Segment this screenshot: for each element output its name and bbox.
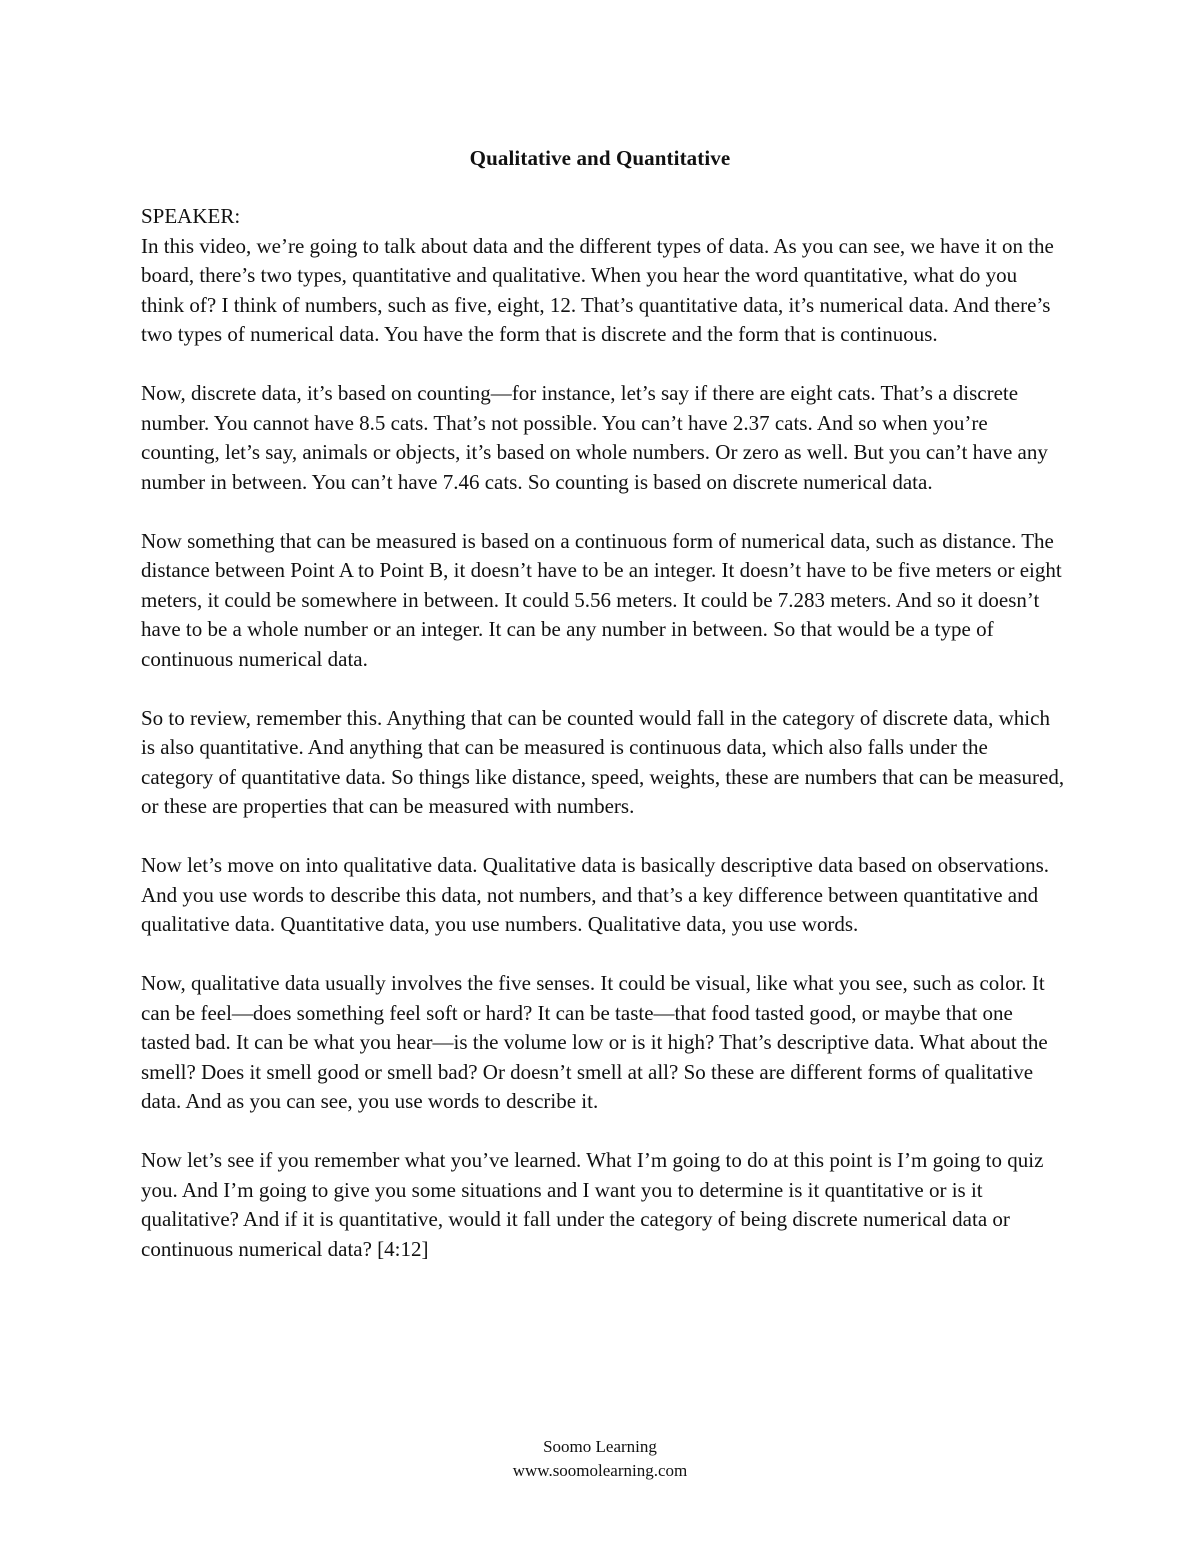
speaker-label: SPEAKER: [141,204,241,228]
paragraph-1: In this video, we’re going to talk about data and the different types of data. As you can see, we have it on the board, there’s two types, quantitative and qualitative. When you hear the word quantitative, what do you think of? I think of numbers, such as five, eight, 12. That’s quantitative data, it’s numerical data. And there’s two types of numerical data. You have the form that is discrete and the form that is continuous. [141,233,1054,346]
page-footer [0,1435,1200,1483]
paragraph-4: So to review, remember this. Anything that can be counted would fall in the category of discrete data, which is also quantitative. And anything that can be measured is continuous data, which also falls under the category of quantitative data. So things like distance, speed, weights, these are numbers that can be measured, or these are properties that can be measured with numbers. [141,705,1065,818]
paragraph-6: Now, qualitative data usually involves the five senses. It could be visual, like what you see, such as color. It can be feel—does something feel soft or hard? It can be taste—that food tasted good, or maybe that one tasted bad. It can be what you hear—is the volume low or is it high? That’s descriptive data. What about the smell? Does it smell good or smell bad? Or doesn’t smell at all? So these are different forms of qualitative data. And as you can see, you use words to describe it. [141,971,1048,1113]
transcript-body [141,202,1065,1294]
document-title: Qualitative and Quantitative [469,146,731,170]
paragraph-5: Now let’s move on into qualitative data. Qualitative data is basically descriptive data based on observations. And you use words to describe this data, not numbers, and that’s a key difference between quantitative and qualitative data. Quantitative data, you use numbers. Qualitative data, you use words. [141,853,1050,936]
paragraph-7: Now let’s see if you remember what you’ve learned. What I’m going to do at this point is I’m going to quiz you. And I’m going to give you some situations and I want you to determine is it quantitative or is it qualitative? And if it is quantitative, would it fall under the category of being discrete numerical data or continuous numerical data? [4:12] [141,1148,1044,1261]
paragraph-3: Now something that can be measured is based on a continuous form of numerical data, such as distance. The distance between Point A to Point B, it doesn’t have to be an integer. It doesn’t have to be five meters or eight meters, it could be somewhere in between. It could 5.56 meters. It could be 7.283 meters. And so it doesn’t have to be a whole number or an integer. It can be any number in between. So that would be a type of continuous numerical data. [141,528,1062,671]
footer-company: Soomo Learning [543,1437,657,1456]
paragraph-2: Now, discrete data, it’s based on counting—for instance, let’s say if there are eight cats. That’s a discrete number. You cannot have 8.5 cats. That’s not possible. You can’t have 2.37 cats. And so when you’re counting, let’s say, animals or objects, it’s based on whole numbers. Or zero as well. But you can’t have any number in between. You can’t have 7.46 cats. So counting is based on discrete numerical data. [141,381,1048,494]
footer-website: www.soomolearning.com [512,1461,688,1480]
